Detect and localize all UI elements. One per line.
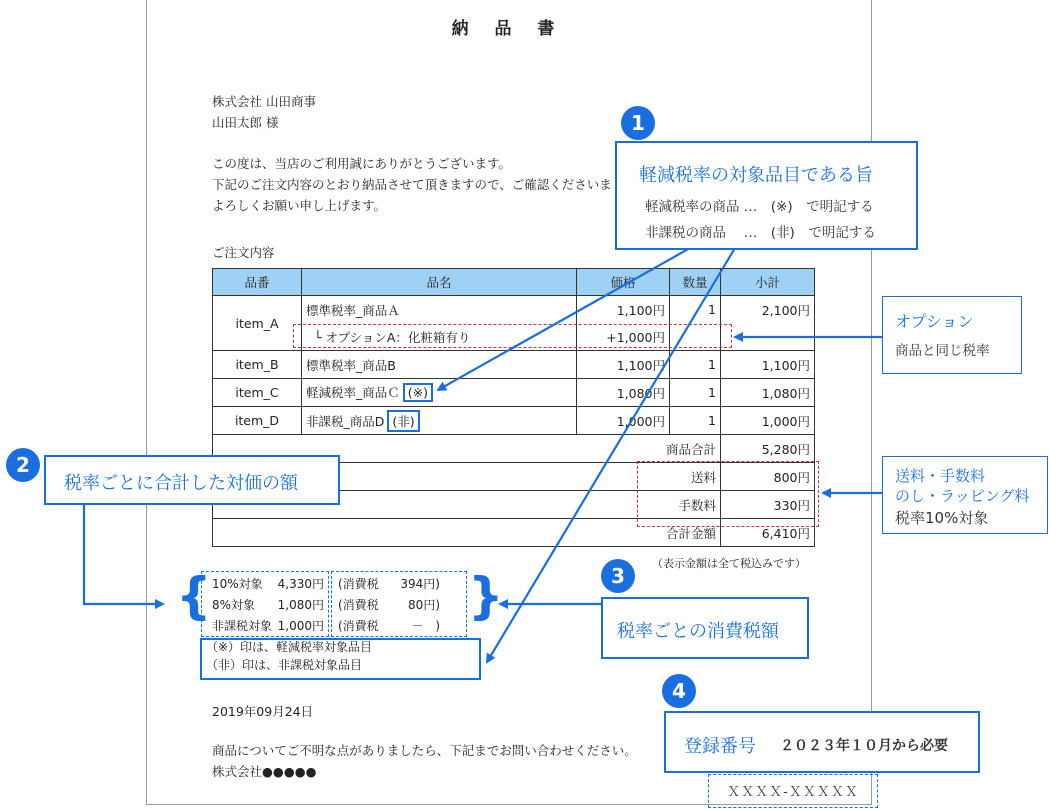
fees-callout-box [882,456,1048,534]
row-price: 1,100円 [577,351,670,379]
option-callout-sub: 商品と同じ税率 [895,343,990,359]
header-qty: 数量 [670,269,721,296]
option-price: +1,000円 [577,323,670,351]
summary-tax-label: (消費税 [338,577,379,591]
total-label: 合計金額 [213,519,721,547]
row-subtotal: 1,080円 [721,379,815,407]
summary-target: 非課税対象 [212,619,273,633]
row-id: item_D [213,407,302,435]
row-price: 1,000円 [577,407,670,435]
arrow-2 [84,500,163,604]
row-name: 軽減税率_商品Ｃ [306,385,400,400]
total-label: 手数料 [213,491,721,519]
summary-amount: 1,080円 [277,598,324,612]
reduced-tax-mark: (※) [403,383,433,402]
footer-note: 商品についてご不明な点がありましたら、下記までお問い合わせください。 [212,743,637,758]
summary-target: 10%対象 [212,577,263,591]
left-brace: { [176,567,212,625]
row-subtotal: 1,000円 [721,407,815,435]
row-qty: 1 [670,351,721,379]
row-qty: 1 [670,379,721,407]
callout-3-badge: 3 [601,559,635,593]
option-callout-box [882,296,1022,374]
tax-exempt-mark: (非) [387,410,419,432]
total-value: 6,410円 [721,519,815,547]
summary-tax: 394円) [400,577,440,591]
row-qty: 1 [670,296,721,324]
row-id: item_A [213,296,302,351]
greeting-line-3: よろしくお願い申し上げます。 [212,198,387,213]
total-value: 330円 [721,491,815,519]
arrow-1a [438,248,690,390]
right-brace: } [468,567,504,625]
summary-amount: 4,330円 [277,577,324,591]
row-name: 標準税率_商品B [302,351,577,379]
fees-callout-line-2: のし・ラッピング料 [895,487,1030,505]
total-label: 商品合計 [213,435,721,463]
order-heading: ご注文内容 [212,245,275,260]
row-name: 非課税_商品D [306,413,385,429]
row-subtotal: 2,100円 [721,296,815,324]
callout-4-badge: 4 [662,674,696,708]
legend-line-1: （※）印は、軽減税率対象品目 [206,640,373,654]
row-price: 1,100円 [577,296,670,324]
registration-number-box [708,774,878,808]
total-value: 5,280円 [721,435,815,463]
callout-4-note: ２０２３年１０月から必要 [780,738,948,754]
summary-target: 8%対象 [212,598,256,612]
registration-number: ＸＸＸＸ-ＸＸＸＸＸ [727,785,859,800]
header-subtotal: 小計 [721,269,815,296]
tax-included-note: （表示金額は全て税込みです） [652,557,806,570]
callout-3-box [601,597,809,659]
greeting-line-2: 下記のご注文内容のとおり納品させて頂きますので、ご確認くださいま [212,177,612,192]
summary-tax-label: (消費税 [338,619,379,633]
customer-name: 山田太郎 様 [212,115,279,130]
callout-1-title: 軽減税率の対象品目である旨 [639,165,873,186]
row-name: 標準税率_商品Ａ [302,296,577,324]
row-subtotal: 1,100円 [721,351,815,379]
callout-3-title: 税率ごとの消費税額 [617,621,779,642]
summary-tax: 80円) [408,598,440,612]
option-name: └ オプションA：化粧箱有り [302,323,577,351]
row-qty: 1 [670,407,721,435]
fees-callout-sub: 税率10%対象 [895,509,989,527]
row-id: item_C [213,379,302,407]
greeting-line-1: この度は、当店のご利用誠にありがとうございます。 [212,156,512,171]
document-title: 納 品 書 [451,19,565,39]
header-price: 価格 [577,269,670,296]
callout-1-badge: 1 [621,106,655,140]
issue-date: 2019年09月24日 [212,704,314,719]
summary-amount: 1,000円 [277,619,324,633]
customer-company: 株式会社 山田商事 [212,94,316,109]
header-item-name: 品名 [302,269,577,296]
legend-line-2: （非）印は、非課税対象品目 [206,658,363,672]
row-id: item_B [213,351,302,379]
row-price: 1,080円 [577,379,670,407]
callout-4-title: 登録番号 [684,736,756,757]
callout-1-line-2: 非課税の商品 … (非) で明記する [645,225,876,241]
footer-company: 株式会社●●●●● [212,764,317,779]
callout-2-badge: 2 [6,448,40,482]
callout-1-box [615,141,918,250]
total-value: 800円 [721,463,815,491]
callout-4-box [664,711,980,773]
callout-2-title: 税率ごとに合計した対価の額 [64,473,298,494]
option-callout-title: オプション [895,312,974,331]
fees-callout-line-1: 送料・手数料 [895,467,986,485]
callout-1-line-1: 軽減税率の商品 … (※) で明記する [645,199,874,215]
header-item-no: 品番 [213,269,302,296]
summary-tax: － ) [411,619,440,633]
total-label: 送料 [213,463,721,491]
callout-2-box [44,455,340,505]
summary-tax-label: (消費税 [338,598,379,612]
